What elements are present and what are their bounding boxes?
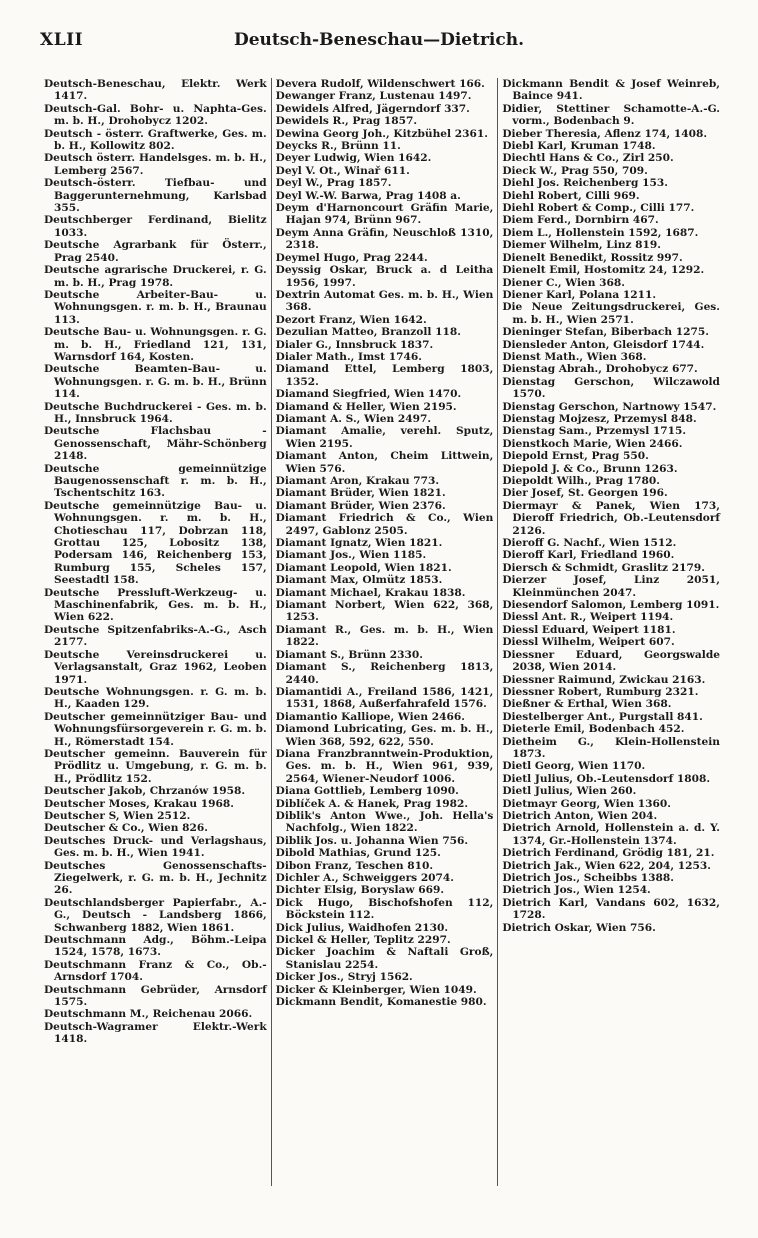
directory-entry: Dick Julius, Waidhofen 2130. xyxy=(275,921,449,934)
directory-entry: Deutsche Bau- u. Wohnungsgen. r. G. m. b. H., Friedland 121, 131, Warnsdorf 164, Kosten. xyxy=(44,326,267,363)
directory-entry: Diamant Norbert, Wien 622, 368, 1253. xyxy=(275,599,494,624)
directory-entry: Dietl Georg, Wien 1170. xyxy=(502,760,646,773)
directory-entry: Dialer G., Innsbruck 1837. xyxy=(275,338,434,351)
directory-entry: Diamand & Heller, Wien 2195. xyxy=(275,400,457,413)
directory-entry: Deutsch-Beneschau, Elektr. Werk 1417. xyxy=(44,78,267,103)
directory-entry: Deutsche Flachsbau - Genossenschaft, Mähr-Schönberg 2148. xyxy=(44,425,267,463)
directory-entry: Dewina Georg Joh., Kitzbühel 2361. xyxy=(275,127,488,140)
directory-entry: Dezulian Matteo, Branzoll 118. xyxy=(275,326,461,339)
directory-entry: Deutsche Spitzenfabriks-A.-G., Asch 2177. xyxy=(44,623,267,649)
directory-entry: Deutsches Druck- und Verlagshaus, Ges. m. b. H., Wien 1941. xyxy=(44,834,267,860)
directory-entry: Diepoldt Wilh., Prag 1780. xyxy=(502,475,660,487)
directory-entry: Deutschmann M., Reichenau 2066. xyxy=(44,1008,253,1021)
page-header xyxy=(40,30,718,58)
directory-entry: Diamant Ignatz, Wien 1821. xyxy=(275,537,443,550)
directory-entry: Dewidels Alfred, Jägerndorf 337. xyxy=(275,102,470,115)
directory-entry: Diblíček A. & Hanek, Prag 1982. xyxy=(275,797,469,810)
directory-entry: Dialer Math., Imst 1746. xyxy=(275,350,422,363)
directory-entry: Dienstkoch Marie, Wien 2466. xyxy=(502,437,683,450)
directory-entry: Dichler A., Schweiggers 2074. xyxy=(275,872,454,884)
directory-entry: Diamant Jos., Wien 1185. xyxy=(275,549,427,562)
column-right xyxy=(497,78,724,1186)
directory-entry: Diener Karl, Polana 1211. xyxy=(502,288,657,301)
directory-entry: Diana Gottlieb, Lemberg 1090. xyxy=(275,785,459,798)
directory-entry: Diblik Jos. u. Johanna Wien 756. xyxy=(275,834,469,847)
directory-entry: Diehl Robert & Comp., Cilli 177. xyxy=(502,202,695,215)
directory-entry: Deym d'Harnoncourt Gräfin Marie, Hajan 974, Brünn 967. xyxy=(275,202,494,227)
directory-entry: Dibold Mathias, Grund 125. xyxy=(275,847,441,860)
directory-entry: Deutschmann Adg., Böhm.-Leipa 1524, 1578, 1673. xyxy=(44,934,267,959)
directory-entry: Dienst Math., Wien 368. xyxy=(502,350,647,363)
directory-entry: Deymel Hugo, Prag 2244. xyxy=(275,251,428,264)
directory-entry: Dieninger Stefan, Biberbach 1275. xyxy=(502,326,709,339)
directory-entry: Diechtl Hans & Co., Zirl 250. xyxy=(502,152,674,165)
directory-entry: Dieroff G. Nachf., Wien 1512. xyxy=(502,537,677,550)
directory-entry: Dietrich Ferdinand, Grödig 181, 21. xyxy=(502,847,715,860)
directory-entry: Deutscher Jakob, Chrzanów 1958. xyxy=(44,785,246,798)
directory-entry: Deutscher S, Wien 2512. xyxy=(44,809,191,822)
directory-entry: Dienelt Benedikt, Rossitz 997. xyxy=(502,251,683,264)
directory-entry: Dieterle Emil, Bodenbach 452. xyxy=(502,723,685,736)
directory-entry: Diestelberger Ant., Purgstall 841. xyxy=(502,710,703,723)
directory-entry: Deutsch-Gal. Bohr- u. Naphta-Ges. m. b. H., Drohobycz 1202. xyxy=(44,102,267,128)
directory-entry: Dießner & Erthal, Wien 368. xyxy=(502,698,672,711)
directory-entry: Diamant Friedrich & Co., Wien 2497, Gablonz 2505. xyxy=(275,512,494,537)
directory-entry: Dienstag Abrah., Drohobycz 677. xyxy=(502,363,698,376)
directory-entry: Dieber Theresia, Aflenz 174, 1408. xyxy=(502,127,708,140)
directory-entry: Deutsche Vereinsdruckerei u. Verlagsanstalt, Graz 1962, Leoben 1971. xyxy=(44,648,267,686)
directory-entry: Deyl W.-W. Barwa, Prag 1408 a. xyxy=(275,189,461,202)
running-title: Deutsch-Beneschau—Dietrich. xyxy=(233,30,525,50)
directory-entry: Dicker Joachim & Naftali Groß, Stanislau 2254. xyxy=(275,946,494,971)
directory-entry: Diessl Eduard, Weipert 1181. xyxy=(502,623,676,636)
directory-entry: Dicker & Kleinberger, Wien 1049. xyxy=(275,983,477,996)
directory-entry: Diamant Anton, Cheim Littwein, Wien 576. xyxy=(275,450,494,475)
directory-entry: Dietmayr Georg, Wien 1360. xyxy=(502,797,671,810)
directory-entry: Diana Franzbranntwein-Produktion, Ges. m. b. H., Wien 961, 939, 2564, Wiener-Neudorf 1006. xyxy=(275,747,494,785)
directory-entry: Deutschlandsberger Papierfabr., A.-G., Deutsch - Landsberg 1866, Schwanberg 1882, Wien 1861. xyxy=(44,896,267,934)
directory-entry: Dibon Franz, Teschen 810. xyxy=(275,859,434,872)
column-middle xyxy=(271,78,498,1186)
directory-entry: Dichter Elsig, Boryslaw 669. xyxy=(275,884,445,897)
directory-entry: Diener C., Wien 368. xyxy=(502,276,625,289)
directory-entry: Diamant Brüder, Wien 2376. xyxy=(275,499,446,512)
directory-entry: Dewidels R., Prag 1857. xyxy=(275,115,418,128)
directory-entry: Diepold J. & Co., Brunn 1263. xyxy=(502,462,678,475)
directory-entry: Diamantio Kalliope, Wien 2466. xyxy=(275,710,465,723)
directory-entry: Diamand Siegfried, Wien 1470. xyxy=(275,388,462,401)
directory-entry: Dietl Julius, Wien 260. xyxy=(502,785,637,798)
directory-entry: Dietrich Karl, Vandans 602, 1632, 1728. xyxy=(502,896,720,922)
directory-entry: Dieck W., Prag 550, 709. xyxy=(502,164,648,177)
directory-entry: Deutsche gemeinnützige Bau- u. Wohnungsgen. r. m. b. H., Chotieschau 117, Dobrzan 118, Grottau 125, Lobositz 138, Podersam 146, Reichenberg 153, Rumburg 155, Scheles 157, Seestadtl 158. xyxy=(44,499,267,587)
directory-entry: Dienstag Sam., Przemysl 1715. xyxy=(502,425,687,438)
directory-entry: Deyl W., Prag 1857. xyxy=(275,177,392,190)
directory-entry: Diamand Ettel, Lemberg 1803, 1352. xyxy=(275,363,494,388)
directory-entry: Dietrich Jos., Scheibbs 1388. xyxy=(502,872,674,884)
directory-entry: Diessl Wilhelm, Weipert 607. xyxy=(502,636,675,649)
directory-entry: Dietheim G., Klein-Hollenstein 1873. xyxy=(502,735,720,760)
directory-entry: Dierzer Josef, Linz 2051, Kleinmünchen 2047. xyxy=(502,574,720,599)
directory-entry: Diehl Jos. Reichenberg 153. xyxy=(502,177,668,190)
directory-entry: Diamant A. S., Wien 2497. xyxy=(275,412,432,425)
directory-entry: Diermayr & Panek, Wien 173, Dieroff Friedrich, Ob.-Leutensdorf 2126. xyxy=(502,499,720,537)
directory-entry: Devera Rudolf, Wildenschwert 166. xyxy=(275,78,485,90)
directory-entry: Diem L., Hollenstein 1592, 1687. xyxy=(502,226,699,239)
directory-entry: Deyl V. Ot., Winař 611. xyxy=(275,164,410,177)
directory-entry: Deutsches Genossenschafts-Ziegelwerk, r. G. m. b. H., Jechnitz 26. xyxy=(44,859,267,897)
directory-entry: Deutschberger Ferdinand, Bielitz 1033. xyxy=(44,214,267,239)
directory-entry: Diem Ferd., Dornbirn 467. xyxy=(502,214,659,227)
directory-entry: Deutsche agrarische Druckerei, r. G. m. b. H., Prag 1978. xyxy=(44,264,267,289)
directory-entry: Diamant Leopold, Wien 1821. xyxy=(275,561,452,574)
directory-entry: Deyssig Oskar, Bruck a. d Leitha 1956, 1997. xyxy=(275,264,494,289)
directory-entry: Diehl Robert, Cilli 969. xyxy=(502,189,640,202)
directory-entry: Diamant Michael, Krakau 1838. xyxy=(275,586,466,599)
directory-entry: Dietrich Anton, Wien 204. xyxy=(502,809,658,822)
directory-entry: Deutsche Beamten-Bau- u. Wohnungsgen. r. G. m. b. H., Brünn 114. xyxy=(44,363,267,401)
directory-entry: Dienstag Gerschon, Nartnowy 1547. xyxy=(502,400,717,413)
directory-entry: Dieroff Karl, Friedland 1960. xyxy=(502,549,675,562)
directory-entry: Diessner Eduard, Georgswalde 2038, Wien 2014. xyxy=(502,648,720,674)
directory-entry: Dick Hugo, Bischofshofen 112, Böckstein 112. xyxy=(275,896,494,922)
directory-entry: Diessl Ant. R., Weipert 1194. xyxy=(502,611,674,624)
directory-entry: Diemer Wilhelm, Linz 819. xyxy=(502,239,661,252)
directory-entry: Deutscher gemeinn. Bauverein für Prödlitz u. Umgebung, r. G. m. b. H., Prödlitz 152. xyxy=(44,747,267,785)
directory-entry: Diepold Ernst, Prag 550. xyxy=(502,450,649,463)
directory-entry: Deyer Ludwig, Wien 1642. xyxy=(275,152,432,165)
directory-entry: Deutscher & Co., Wien 826. xyxy=(44,822,208,835)
directory-entry: Deutschmann Franz & Co., Ob.-Arnsdorf 1704. xyxy=(44,958,267,984)
directory-entry: Deutsche Pressluft-Werkzeug- u. Maschinenfabrik, Ges. m. b. H., Wien 622. xyxy=(44,586,267,624)
directory-entry: Didier, Stettiner Schamotte-A.-G. vorm., Bodenbach 9. xyxy=(502,102,720,128)
directory-entry: Diessner Raimund, Zwickau 2163. xyxy=(502,673,706,686)
directory-entry: Deutsche Agrarbank für Österr., Prag 2540. xyxy=(44,239,267,264)
directory-entry: Dietrich Jos., Wien 1254. xyxy=(502,884,651,897)
directory-entry: Diamant Max, Olmütz 1853. xyxy=(275,574,443,587)
directory-entry: Dienelt Emil, Hostomitz 24, 1292. xyxy=(502,264,705,277)
directory-entry: Dier Josef, St. Georgen 196. xyxy=(502,487,668,500)
directory-entry: Die Neue Zeitungsdruckerei, Ges. m. b. H., Wien 2571. xyxy=(502,301,720,326)
directory-entry: Deutschmann Gebrüder, Arnsdorf 1575. xyxy=(44,983,267,1009)
directory-entry: Dietrich Arnold, Hollenstein a. d. Y. 1374, Gr.-Hollenstein 1374. xyxy=(502,822,720,847)
directory-entry: Dienstag Mojzesz, Przemysl 848. xyxy=(502,412,697,425)
directory-entry: Dezort Franz, Wien 1642. xyxy=(275,313,427,326)
directory-entry: Deutsche Wohnungsgen. r. G. m. b. H., Kaaden 129. xyxy=(44,685,267,711)
column-left xyxy=(44,78,271,1186)
directory-entry: Diersch & Schmidt, Graslitz 2179. xyxy=(502,561,705,574)
directory-entry: Diensleder Anton, Gleisdorf 1744. xyxy=(502,338,705,351)
page-number: XLII xyxy=(40,30,84,50)
directory-columns xyxy=(44,78,724,1186)
directory-entry: Diamond Lubricating, Ges. m. b. H., Wien 368, 592, 622, 550. xyxy=(275,723,494,748)
directory-entry: Diamant R., Ges. m. b. H., Wien 1822. xyxy=(275,623,494,649)
directory-entry: Dicker Jos., Stryj 1562. xyxy=(275,971,413,984)
directory-entry: Deutsche gemeinnützige Baugenossenschaft r. m. b. H., Tschentschitz 163. xyxy=(44,462,267,500)
directory-entry: Diamant Brüder, Wien 1821. xyxy=(275,487,446,500)
directory-entry: Deutsche Buchdruckerei - Ges. m. b. H., Innsbruck 1964. xyxy=(44,400,267,425)
directory-entry: Deutsch österr. Handelsges. m. b. H., Lemberg 2567. xyxy=(44,152,267,177)
directory-entry: Diamantidi A., Freiland 1586, 1421, 1531, 1868, Außerfahrafeld 1576. xyxy=(275,685,494,711)
directory-entry: Dickmann Bendit, Komanestie 980. xyxy=(275,996,487,1009)
directory-entry: Deutscher gemeinnütziger Bau- und Wohnungsfürsorgeverein r. G. m. b. H., Römerstadt 154. xyxy=(44,710,267,748)
directory-entry: Dickel & Heller, Teplitz 2297. xyxy=(275,934,451,947)
directory-entry: Dietrich Oskar, Wien 756. xyxy=(502,921,656,934)
directory-entry: Deutsch-Wagramer Elektr.-Werk 1418. xyxy=(44,1020,267,1046)
directory-entry: Diamant S., Reichenberg 1813, 2440. xyxy=(275,661,494,686)
directory-entry: Dienstag Gerschon, Wilczawold 1570. xyxy=(502,375,720,401)
directory-entry: Dietrich Jak., Wien 622, 204, 1253. xyxy=(502,859,711,872)
directory-entry: Diessner Robert, Rumburg 2321. xyxy=(502,685,699,698)
directory-entry: Deutsch-österr. Tiefbau- und Baggerunternehmung, Karlsbad 355. xyxy=(44,177,267,215)
directory-entry: Deutsch - österr. Graftwerke, Ges. m. b. H., Kollowitz 802. xyxy=(44,127,267,153)
directory-entry: Deycks R., Brünn 11. xyxy=(275,140,401,153)
directory-entry: Diamant S., Brünn 2330. xyxy=(275,648,423,661)
directory-entry: Dietl Julius, Ob.-Leutensdorf 1808. xyxy=(502,772,711,785)
directory-entry: Dextrin Automat Ges. m. b. H., Wien 368. xyxy=(275,288,494,314)
directory-entry: Deym Anna Gräfin, Neuschloß 1310, 2318. xyxy=(275,226,494,252)
directory-entry: Deutscher Moses, Krakau 1968. xyxy=(44,797,234,810)
directory-entry: Diblik's Anton Wwe., Joh. Hella's Nachfolg., Wien 1822. xyxy=(275,809,494,835)
directory-entry: Diesendorf Salomon, Lemberg 1091. xyxy=(502,599,720,612)
directory-entry: Dickmann Bendit & Josef Weinreb, Baince 941. xyxy=(502,78,720,103)
directory-entry: Diamant Aron, Krakau 773. xyxy=(275,475,440,487)
directory-entry: Diamant Amalie, verehl. Sputz, Wien 2195. xyxy=(275,425,494,450)
directory-entry: Diebl Karl, Kruman 1748. xyxy=(502,140,656,153)
directory-entry: Dewanger Franz, Lustenau 1497. xyxy=(275,90,472,103)
directory-entry: Deutsche Arbeiter-Bau- u. Wohnungsgen. r. m. b. H., Braunau 113. xyxy=(44,288,267,326)
